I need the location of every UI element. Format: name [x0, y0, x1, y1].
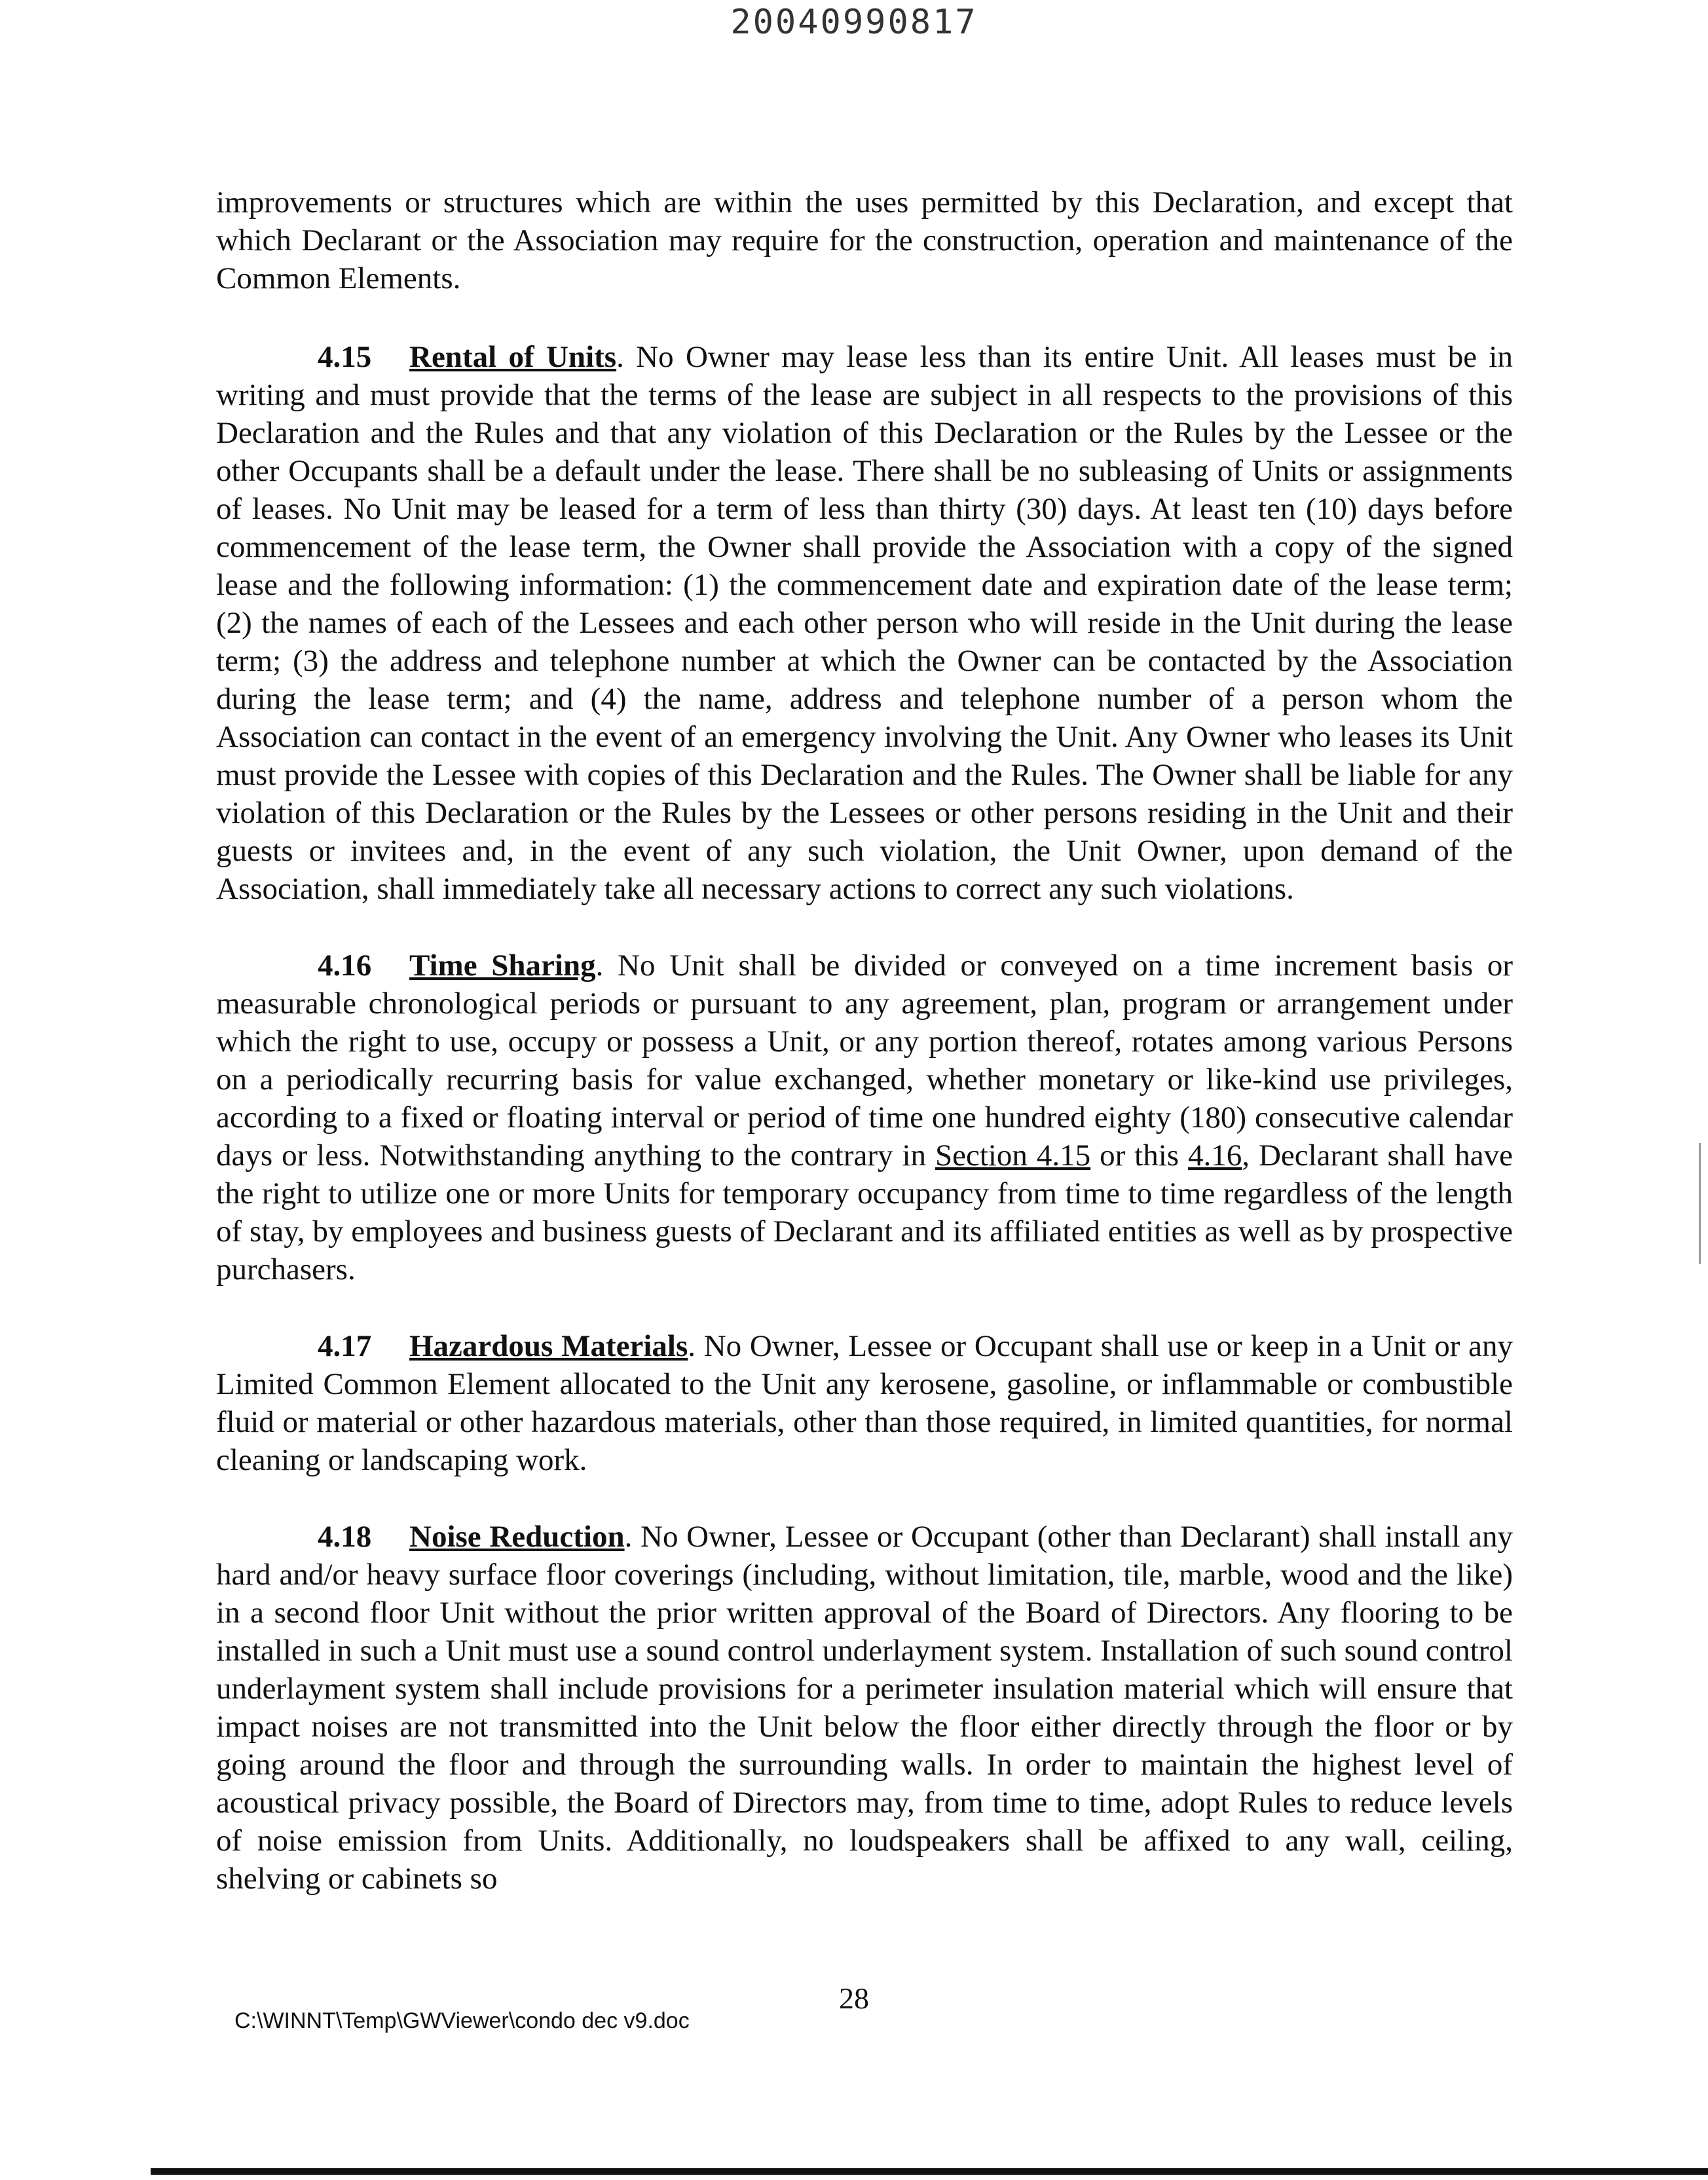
section-body: . No Unit shall be divided or conveyed on a time increment basis or measurable chronological periods or pursuant to any agreement, plan, program or arrangement under which the right to use, occupy or possess a Unit, or any portion thereof, rotates among various Persons on a periodically recurring basis for value exchanged, whether monetary or like-kind use privileges, according to a fixed or floating interval or period of time one hundred eighty (180) consecutive calendar days or less. Notwithstanding anything to the contrary in — [216, 949, 1513, 1173]
section-4-15 — [216, 338, 1513, 908]
bottom-scan-border — [151, 2168, 1708, 2175]
section-number: 4.17 — [318, 1329, 372, 1363]
section-body: or this — [1090, 1138, 1189, 1173]
section-body: . No Owner, Lessee or Occupant shall use or keep in a Unit or any Limited Common Element allocated to the Unit any kerosene, gasoline, or inflammable or combustible fluid or material or other hazardous materials, other than those required, in limited quantities, for normal cleaning or landscaping work. — [216, 1329, 1513, 1477]
section-reference: Section 4.15 — [935, 1138, 1091, 1173]
section-body: . No Owner, Lessee or Occupant (other than Declarant) shall install any hard and/or heavy surface floor coverings (including, without limitation, tile, marble, wood and the like) in a second floor Unit without the prior written approval of the Board of Directors. Any flooring to be installed in such a Unit must use a sound control underlayment system. Installation of such sound control underlayment system shall include provisions for a perimeter insulation material which will ensure that impact noises are not transmitted into the Unit below the floor either directly through the floor or by going around the floor and through the surrounding walls. In order to maintain the highest level of acoustical privacy possible, the Board of Directors may, from time to time, adopt Rules to reduce levels of noise emission from Units. Additionally, no loudspeakers shall be affixed to any wall, ceiling, shelving or cabinets so — [216, 1520, 1513, 1896]
section-title: Noise Reduction — [409, 1520, 625, 1554]
section-4-17 — [216, 1327, 1513, 1479]
section-number: 4.18 — [318, 1520, 372, 1554]
section-number: 4.15 — [318, 340, 372, 374]
section-body: , Declarant shall have the right to utilize one or more Units for temporary occupancy from time to time regardless of the length of stay, by employees and business guests of Declarant and its affiliated entities as well as by prospective purchasers. — [216, 1138, 1513, 1287]
section-title: Time Sharing — [409, 949, 596, 983]
continued-paragraph: improvements or structures which are within the uses permitted by this Declaration, and except that which Declarant or the Association may require for the construction, operation and maintenance of the Common Elements. — [216, 185, 1513, 295]
section-reference: 4.16 — [1188, 1138, 1242, 1173]
section-title: Hazardous Materials — [409, 1329, 688, 1363]
scan-artifact-mark — [1699, 1143, 1701, 1264]
page-body — [216, 183, 1513, 1936]
section-number: 4.16 — [318, 949, 372, 983]
section-4-18 — [216, 1518, 1513, 1898]
section-title: Rental of Units — [409, 340, 617, 374]
file-path-footer: C:\WINNT\Temp\GWViewer\condo dec v9.doc — [234, 2008, 690, 2033]
document-id-header: 20040990817 — [730, 3, 978, 42]
section-body: . No Owner may lease less than its entire Unit. All leases must be in writing and must provide that the terms of the lease are subject in all respects to the provisions of this Declaration and the Rules and that any violation of this Declaration or the Rules by the Lessee or the other Occupants shall be a default under the lease. There shall be no subleasing of Units or assignments of leases. No Unit may be leased for a term of less than thirty (30) days. At least ten (10) days before commencement of the lease term, the Owner shall provide the Association with a copy of the signed lease and the following information: (1) the commencement date and expiration date of the lease term; (2) the names of each of the Lessees and each other person who will reside in the Unit during the lease term; (3) the address and telephone number at which the Owner can be contacted by the Association during the lease term; and (4) the name, address and telephone number of a person whom the Association can contact in the event of an emergency involving the Unit. Any Owner who leases its Unit must provide the Lessee with copies of this Declaration and the Rules. The Owner shall be liable for any violation of this Declaration or the Rules by the Lessees or other persons residing in the Unit and their guests or invitees and, in the event of any such violation, the Unit Owner, upon demand of the Association, shall immediately take all necessary actions to correct any such violations. — [216, 340, 1513, 906]
section-4-16 — [216, 947, 1513, 1288]
page-number: 28 — [839, 1982, 869, 2015]
